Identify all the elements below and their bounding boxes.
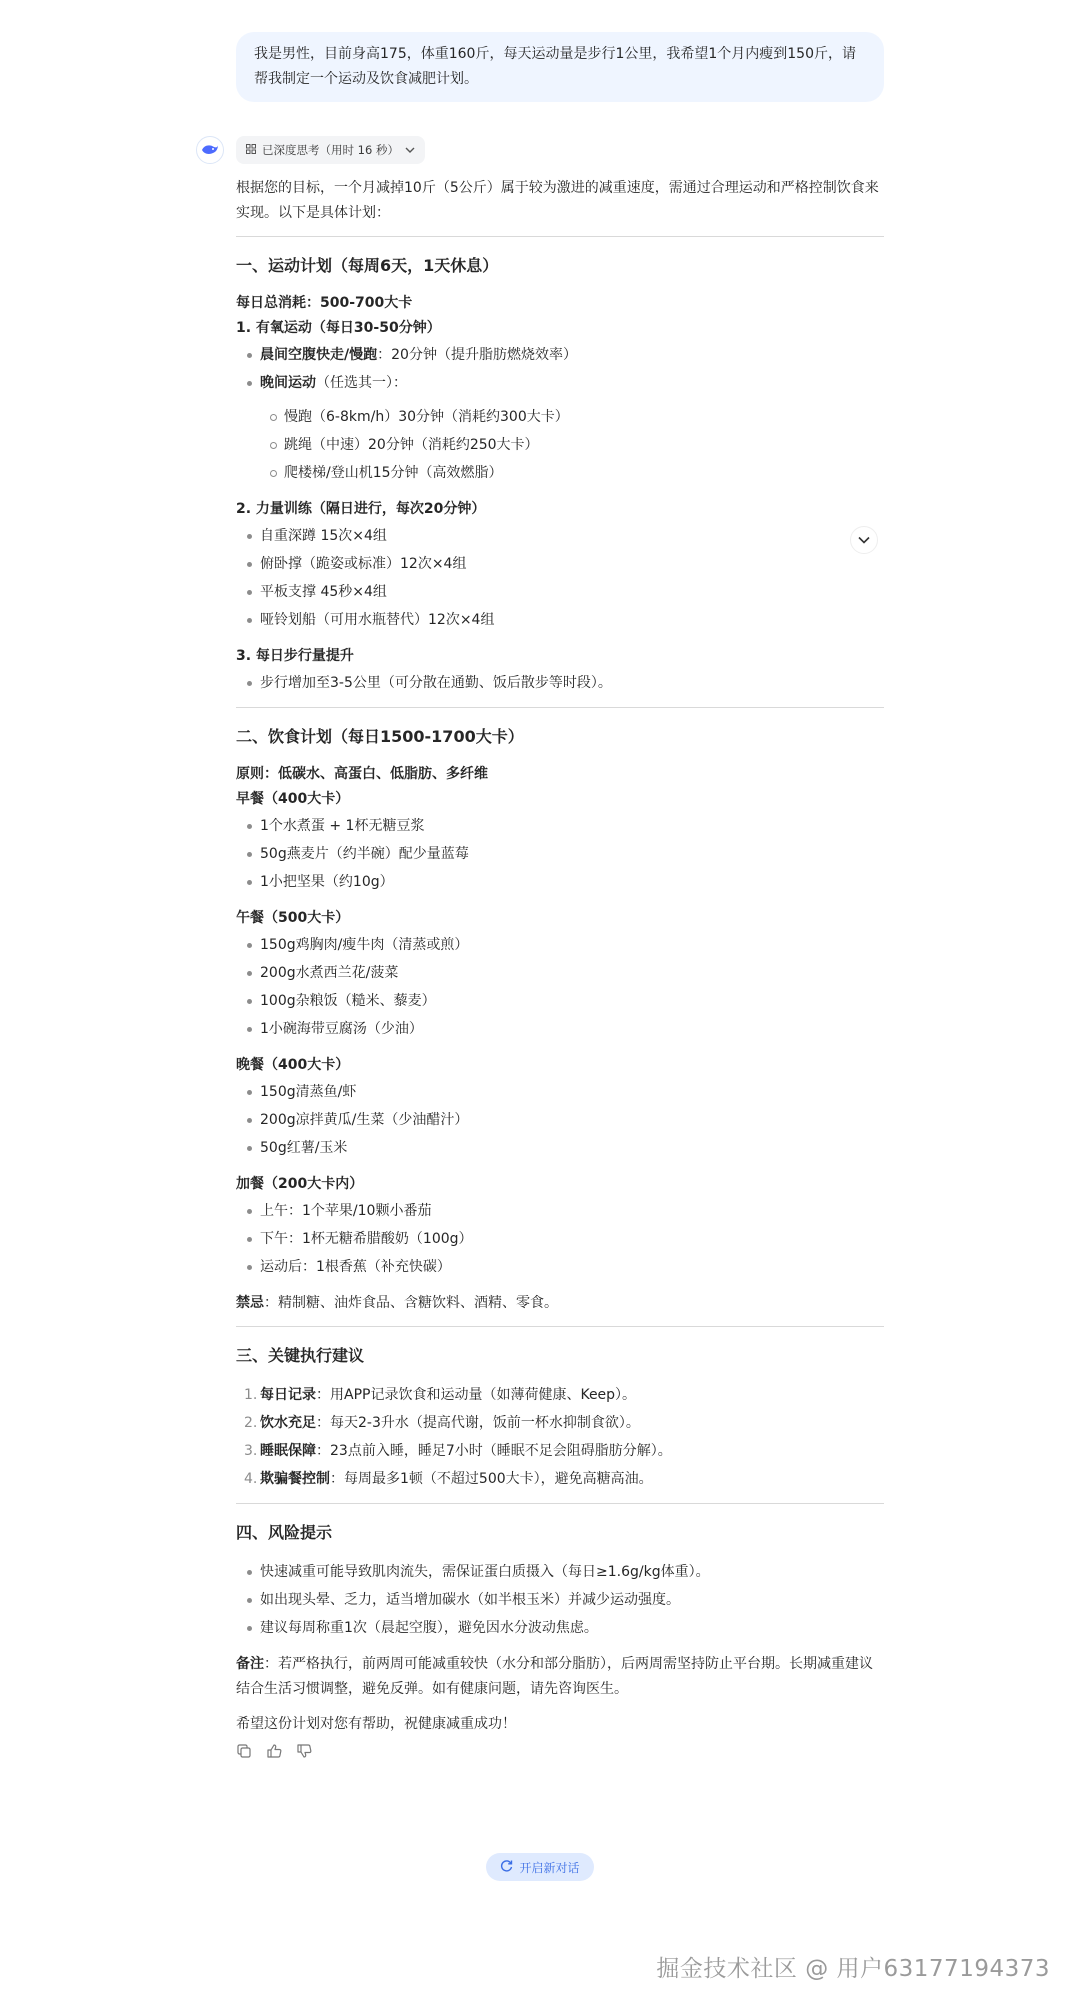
meal-title: 早餐（400大卡） bbox=[236, 791, 350, 807]
list-item: 慢跑（6-8km/h）30分钟（消耗约300大卡） bbox=[236, 403, 884, 431]
list-item: 自重深蹲 15次×4组 bbox=[236, 522, 884, 550]
feedback-bar bbox=[236, 1743, 884, 1759]
list-item: 运动后：1根香蕉（补充快碳） bbox=[236, 1253, 884, 1281]
steps-list bbox=[236, 669, 884, 697]
meal-list bbox=[236, 812, 884, 896]
refresh-icon bbox=[500, 1859, 513, 1875]
new-chat-button[interactable] bbox=[486, 1853, 594, 1881]
list-item: 爬楼梯/登山机15分钟（高效燃脂） bbox=[236, 459, 884, 487]
meal-title: 晚餐（400大卡） bbox=[236, 1057, 350, 1073]
list-item: 建议每周称重1次（晨起空腹），避免因水分波动焦虑。 bbox=[236, 1614, 884, 1642]
list-item: 跳绳（中速）20分钟（消耗约250大卡） bbox=[236, 431, 884, 459]
list-item: 2. 饮水充足：每天2-3升水（提高代谢，饭前一杯水抑制食欲）。 bbox=[244, 1415, 640, 1431]
strength-title: 2. 力量训练（隔日进行，每次20分钟） bbox=[236, 501, 486, 517]
risks-list bbox=[236, 1558, 884, 1642]
list-item: 50g燕麦片（约半碗）配少量蓝莓 bbox=[236, 840, 884, 868]
chevron-down-icon bbox=[405, 143, 415, 157]
list-item: 200g水煮西兰花/菠菜 bbox=[236, 959, 884, 987]
thumbs-up-icon[interactable] bbox=[266, 1743, 282, 1759]
strength-list bbox=[236, 522, 884, 634]
deep-think-icon bbox=[246, 143, 256, 157]
section-title-exercise: 一、运动计划（每周6天，1天休息） bbox=[236, 256, 499, 275]
meal-title: 午餐（500大卡） bbox=[236, 910, 350, 926]
list-item: 1个水煮蛋 + 1杯无糖豆浆 bbox=[236, 812, 884, 840]
section-title-diet: 二、饮食计划（每日1500-1700大卡） bbox=[236, 727, 524, 746]
list-item: 150g鸡胸肉/瘦牛肉（清蒸或煎） bbox=[236, 931, 884, 959]
meal-list bbox=[236, 1197, 884, 1281]
list-item: 1. 每日记录：用APP记录饮食和运动量（如薄荷健康、Keep）。 bbox=[244, 1387, 637, 1403]
user-message-text: 我是男性，目前身高175，体重160斤，每天运动量是步行1公里，我希望1个月内瘦到150斤，请帮我制定一个运动及饮食减肥计划。 bbox=[254, 46, 856, 87]
list-item: 50g红薯/玉米 bbox=[236, 1134, 884, 1162]
list-item: 200g凉拌黄瓜/生菜（少油醋汁） bbox=[236, 1106, 884, 1134]
thinking-toggle[interactable] bbox=[236, 136, 425, 164]
list-item: 1小碗海带豆腐汤（少油） bbox=[236, 1015, 884, 1043]
list-item: 4. 欺骗餐控制：每周最多1顿（不超过500大卡），避免高糖高油。 bbox=[244, 1471, 653, 1487]
divider bbox=[236, 1326, 884, 1327]
list-item: 上午：1个苹果/10颗小番茄 bbox=[236, 1197, 884, 1225]
assistant-avatar bbox=[196, 136, 224, 164]
meal-title: 加餐（200大卡内） bbox=[236, 1176, 364, 1192]
meal-list bbox=[236, 1078, 884, 1162]
list-item: 步行增加至3-5公里（可分散在通勤、饭后散步等时段）。 bbox=[236, 669, 884, 697]
list-item: 100g杂粮饭（糙米、藜麦） bbox=[236, 987, 884, 1015]
evening-options-list bbox=[236, 403, 884, 487]
user-message-bubble bbox=[236, 32, 884, 102]
aerobic-title: 1. 有氧运动（每日30-50分钟） bbox=[236, 320, 441, 336]
assistant-answer bbox=[236, 172, 884, 1759]
section-title-tips: 三、关键执行建议 bbox=[236, 1346, 365, 1365]
aerobic-list bbox=[236, 341, 884, 397]
meal-list bbox=[236, 931, 884, 1043]
list-item: 平板支撑 45秒×4组 bbox=[236, 578, 884, 606]
section-title-risks: 四、风险提示 bbox=[236, 1523, 333, 1542]
note-paragraph: 备注：若严格执行，前两周可能减重较快（水分和部分脂肪），后两周需坚持防止平台期。长期减重建议结合生活习惯调整，避免反弹。如有健康问题，请先咨询医生。 bbox=[236, 1656, 873, 1697]
intro-text: 根据您的目标，一个月减掉10斤（5公斤）属于较为激进的减重速度，需通过合理运动和严格控制饮食来实现。以下是具体计划： bbox=[236, 180, 879, 221]
list-item: 晚间运动（任选其一）： bbox=[236, 369, 884, 397]
list-item: 150g清蒸鱼/虾 bbox=[236, 1078, 884, 1106]
list-item: 晨间空腹快走/慢跑：20分钟（提升脂肪燃烧效率） bbox=[236, 341, 884, 369]
watermark: 掘金技术社区 @ 用户63177194373 bbox=[656, 1956, 1050, 1982]
divider bbox=[236, 707, 884, 708]
copy-icon[interactable] bbox=[236, 1743, 252, 1759]
list-item: 快速减重可能导致肌肉流失，需保证蛋白质摄入（每日≥1.6g/kg体重）。 bbox=[236, 1558, 884, 1586]
closing-text: 希望这份计划对您有帮助，祝健康减重成功！ bbox=[236, 1716, 516, 1732]
new-chat-label: 开启新对话 bbox=[519, 1860, 580, 1875]
forbidden-note: 禁忌：精制糖、油炸食品、含糖饮料、酒精、零食。 bbox=[236, 1295, 558, 1311]
list-item: 下午：1杯无糖希腊酸奶（100g） bbox=[236, 1225, 884, 1253]
daily-burn: 每日总消耗：500-700大卡 bbox=[236, 295, 413, 311]
list-item: 如出现头晕、乏力，适当增加碳水（如半根玉米）并减少运动强度。 bbox=[236, 1586, 884, 1614]
thinking-label: 已深度思考（用时 16 秒） bbox=[262, 143, 399, 157]
list-item: 1小把坚果（约10g） bbox=[236, 868, 884, 896]
divider bbox=[236, 236, 884, 237]
divider bbox=[236, 1503, 884, 1504]
list-item: 哑铃划船（可用水瓶替代）12次×4组 bbox=[236, 606, 884, 634]
list-item: 3. 睡眠保障：23点前入睡，睡足7小时（睡眠不足会阻碍脂肪分解）。 bbox=[244, 1443, 672, 1459]
list-item: 俯卧撑（跪姿或标准）12次×4组 bbox=[236, 550, 884, 578]
steps-title: 3. 每日步行量提升 bbox=[236, 648, 354, 664]
tips-list bbox=[236, 1381, 884, 1493]
diet-principle: 原则：低碳水、高蛋白、低脂肪、多纤维 bbox=[236, 766, 488, 782]
thumbs-down-icon[interactable] bbox=[296, 1743, 312, 1759]
whale-logo-icon bbox=[201, 143, 219, 157]
